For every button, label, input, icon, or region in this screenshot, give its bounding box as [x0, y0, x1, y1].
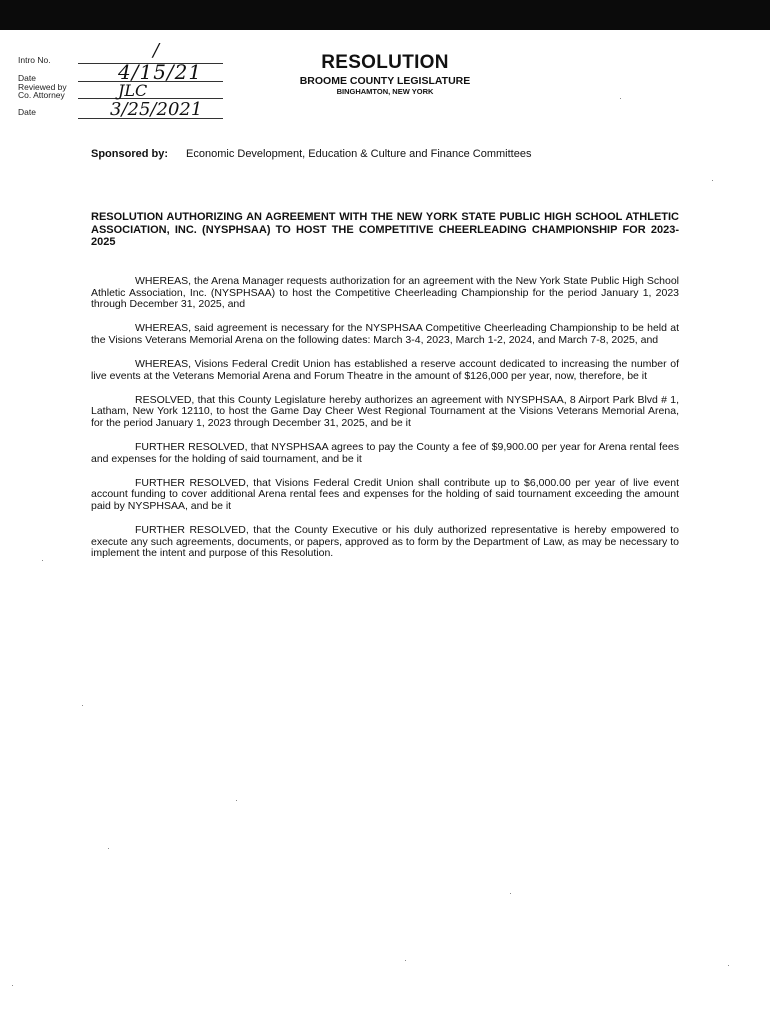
- scan-speck: [620, 98, 621, 99]
- scan-speck: [712, 180, 713, 181]
- reviewed-by-signature: JLC: [118, 81, 148, 100]
- sponsored-by-value: Economic Development, Education & Culture and Finance Committees: [186, 148, 532, 160]
- resolved-paragraph: RESOLVED, that this County Legislature hereby authorizes an agreement with NYSPHSAA, 8 Airport Park Blvd # 1, Latham, New York 12110, to host the Game Day Cheer West Regional Tournament at the Visions Veterans Memorial Arena, for the period January 1, 2023 through December 31, 2025, and be it: [91, 393, 679, 429]
- resolution-subject: RESOLUTION AUTHORIZING AN AGREEMENT WITH THE NEW YORK STATE PUBLIC HIGH SCHOOL ATHLETIC ASSOCIATION, INC. (NYSPHSAA) TO HOST THE COMPETITIVE CHEERLEADING CHAMPIONSHIP FOR 2023-2025: [91, 211, 679, 248]
- intro-no-label: Intro No.: [18, 55, 51, 65]
- date2-label: Date: [18, 107, 36, 117]
- scan-speck: [510, 893, 511, 894]
- scan-top-bar: [0, 0, 770, 30]
- scan-speck: [108, 848, 109, 849]
- legislature-name: BROOME COUNTY LEGISLATURE: [299, 75, 471, 87]
- date2-handwriting: 3/25/2021: [110, 99, 203, 120]
- further-resolved-paragraph-3: FURTHER RESOLVED, that the County Executive or his duly authorized representative is hereby empowered to execute any such agreements, documents, or papers, approved as to form by the Department of Law, as may be necessary to implement the intent and purpose of this Resolution.: [91, 523, 679, 560]
- scan-speck: [12, 985, 13, 986]
- header-form-fields: [18, 40, 233, 124]
- intro-no-handwriting: /: [153, 40, 160, 61]
- date-label: Date: [18, 73, 36, 83]
- whereas-paragraph-1: WHEREAS, the Arena Manager requests authorization for an agreement with the New York State Public High School Athletic Association, Inc. (NYSPHSAA) to host the Competitive Cheerleading Championship for the period January 1, 2023 through December 31, 2025, and: [91, 275, 679, 311]
- scan-speck: [728, 965, 729, 966]
- date-handwriting: 4/15/21: [118, 60, 203, 84]
- scan-speck: [405, 960, 406, 961]
- sponsored-by-label: Sponsored by:: [91, 148, 169, 160]
- legislature-location: BINGHAMTON, NEW YORK: [336, 87, 434, 96]
- reviewed-by-label: Reviewed by: [18, 82, 67, 92]
- resolution-title: RESOLUTION: [321, 52, 449, 73]
- resolution-heading: [250, 52, 520, 96]
- resolution-body: [91, 276, 679, 572]
- scan-speck: [42, 560, 43, 561]
- scan-speck: [82, 705, 83, 706]
- sponsored-by: [91, 148, 531, 160]
- whereas-paragraph-2: WHEREAS, said agreement is necessary for the NYSPHSAA Competitive Cheerleading Championship to be held at the Visions Veterans Memorial Arena on the following dates: March 3-4, 2023, March 1-2, 2024, and March 7-8, 2025, and: [91, 322, 679, 346]
- whereas-paragraph-3: WHEREAS, Visions Federal Credit Union has established a reserve account dedicated to increasing the number of live events at the Veterans Memorial Arena and Forum Theatre in the amount of $126,000 per year, now, therefore, be it: [91, 357, 679, 382]
- further-resolved-paragraph-2: FURTHER RESOLVED, that Visions Federal Credit Union shall contribute up to $6,000.00 per year of live event account funding to cover additional Arena rental fees and expenses for the holding of said tournament exceeding the amount paid by NYSPHSAA, and be it: [91, 476, 679, 512]
- scan-speck: [236, 800, 237, 801]
- co-attorney-label: Co. Attorney: [18, 90, 65, 100]
- further-resolved-paragraph-1: FURTHER RESOLVED, that NYSPHSAA agrees to pay the County a fee of $9,900.00 per year for Arena rental fees and expenses for the holding of said tournament, and be it: [91, 440, 679, 465]
